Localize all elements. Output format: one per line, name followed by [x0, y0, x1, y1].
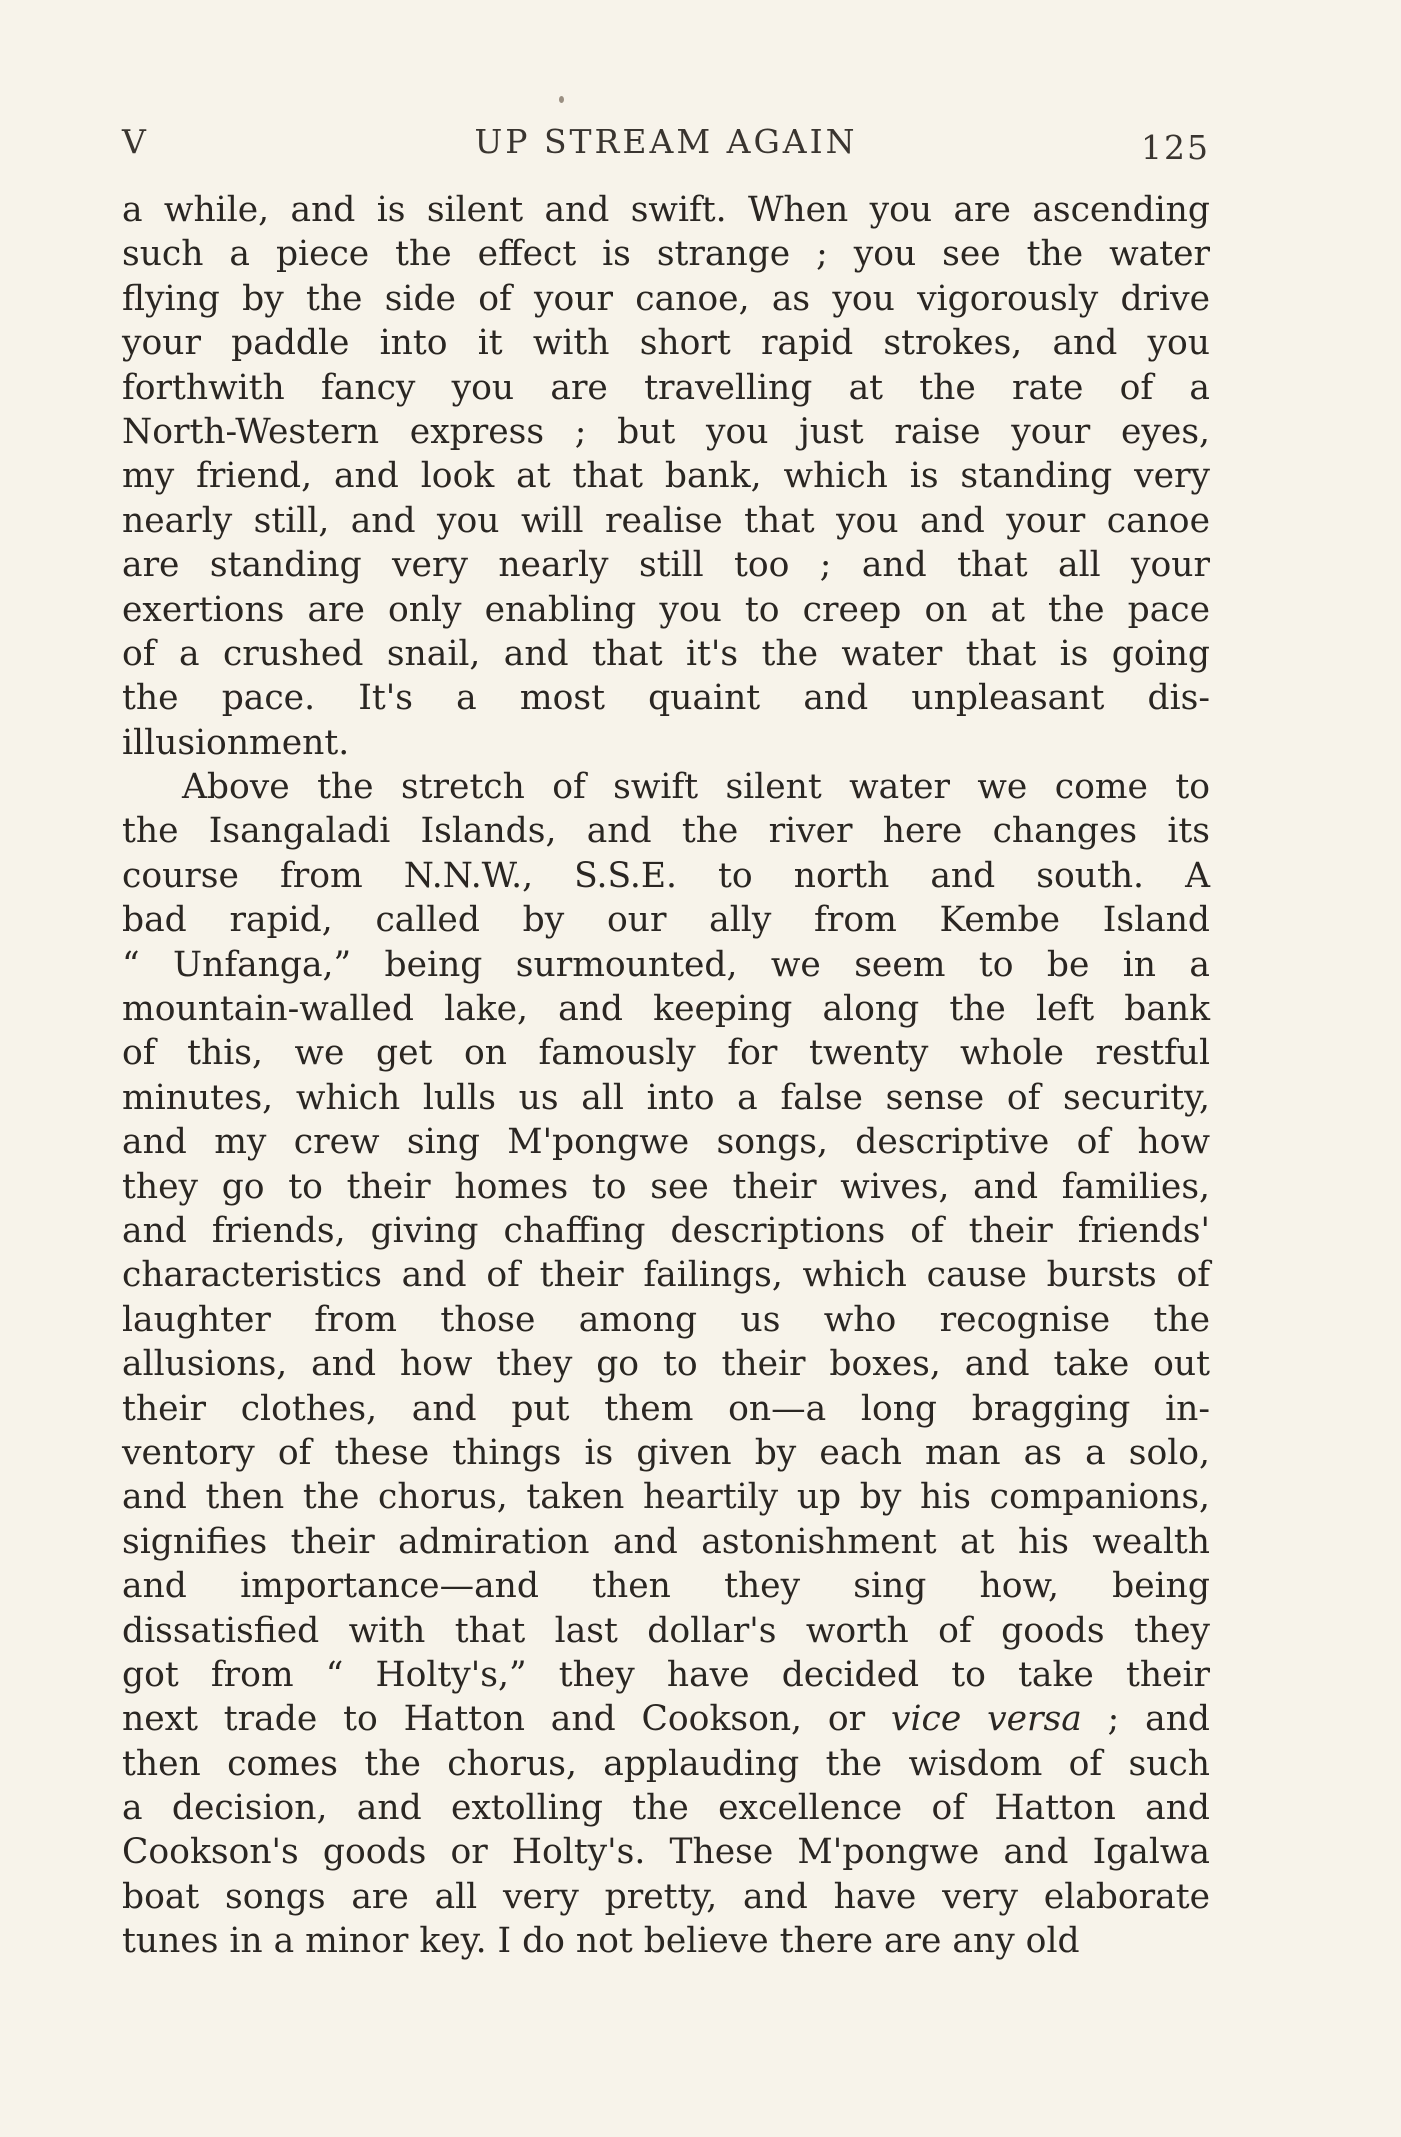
- page-number: 125: [1141, 128, 1210, 167]
- text-line: laughter from those among us who recognise the: [122, 1299, 1210, 1340]
- text-line: such a piece the effect is strange ; you see the water: [122, 234, 1210, 275]
- text-line: and importance—and then they sing how, being: [122, 1566, 1210, 1607]
- body-text: [122, 188, 1210, 1964]
- text-line: signifies their admiration and astonishment at his wealth: [122, 1521, 1210, 1562]
- text-line: and friends, giving chaffing descriptions of their friends': [122, 1210, 1210, 1251]
- text-line: boat songs are all very pretty, and have very elaborate: [122, 1876, 1210, 1917]
- paragraph: [122, 188, 1210, 765]
- text-line: exertions are only enabling you to creep on at the pace: [122, 589, 1210, 630]
- text-line: got from “ Holty's,” they have decided to take their: [122, 1654, 1210, 1695]
- text-line: flying by the side of your canoe, as you vigorously drive: [122, 278, 1210, 319]
- text-line: of this, we get on famously for twenty whole restful: [122, 1033, 1210, 1074]
- text-line: my friend, and look at that bank, which is standing very: [122, 456, 1210, 497]
- text-line: mountain-walled lake, and keeping along the left bank: [122, 989, 1210, 1030]
- text-line: then comes the chorus, applauding the wisdom of such: [122, 1743, 1210, 1784]
- text-line: are standing very nearly still too ; and that all your: [122, 545, 1210, 586]
- text-line: bad rapid, called by our ally from Kembe Island: [122, 900, 1210, 941]
- text-line: your paddle into it with short rapid strokes, and you: [122, 323, 1210, 364]
- text-line: ventory of these things is given by each man as a solo,: [122, 1432, 1210, 1473]
- text-line: they go to their homes to see their wives, and families,: [122, 1166, 1210, 1207]
- text-line: illusionment.: [122, 722, 350, 763]
- text-line: a while, and is silent and swift. When you are ascending: [122, 190, 1210, 230]
- page-header: [122, 122, 1210, 172]
- text-line: “ Unfanga,” being surmounted, we seem to be in a: [122, 944, 1210, 985]
- paragraph: [122, 765, 1210, 1964]
- text-line: Cookson's goods or Holty's. These M'pongwe and Igalwa: [122, 1832, 1210, 1873]
- text-line: a decision, and extolling the excellence of Hatton and: [122, 1788, 1210, 1829]
- text-line: forthwith fancy you are travelling at the rate of a: [122, 367, 1210, 408]
- text-line: and then the chorus, taken heartily up by his companions,: [122, 1477, 1210, 1518]
- text-line: allusions, and how they go to their boxes, and take out: [122, 1344, 1210, 1385]
- text-line: minutes, which lulls us all into a false sense of security,: [122, 1077, 1210, 1118]
- text-line: dissatisfied with that last dollar's worth of goods they: [122, 1610, 1210, 1651]
- text-line: the pace. It's a most quaint and unpleasant dis-: [122, 678, 1210, 719]
- text-line: nearly still, and you will realise that you and your canoe: [122, 500, 1210, 541]
- text-line: and my crew sing M'pongwe songs, descriptive of how: [122, 1122, 1210, 1163]
- text-line: next trade to Hatton and Cookson, or vice versa ; and: [122, 1699, 1210, 1740]
- chapter-numeral: V: [122, 122, 148, 161]
- text-line: tunes in a minor key. I do not believe there are any old: [122, 1921, 1080, 1962]
- text-line: characteristics and of their failings, which cause bursts of: [122, 1255, 1210, 1296]
- ink-speck: [559, 96, 564, 103]
- text-line: course from N.N.W., S.S.E. to north and south. A: [122, 855, 1210, 896]
- text-line: their clothes, and put them on—a long bragging in-: [122, 1388, 1210, 1429]
- text-line: Above the stretch of swift silent water we come to: [182, 767, 1210, 808]
- running-title: UP STREAM AGAIN: [474, 122, 858, 161]
- text-line: the Isangaladi Islands, and the river here changes its: [122, 811, 1210, 852]
- text-line: North-Western express ; but you just raise your eyes,: [122, 411, 1210, 452]
- text-line: of a crushed snail, and that it's the water that is going: [122, 633, 1210, 674]
